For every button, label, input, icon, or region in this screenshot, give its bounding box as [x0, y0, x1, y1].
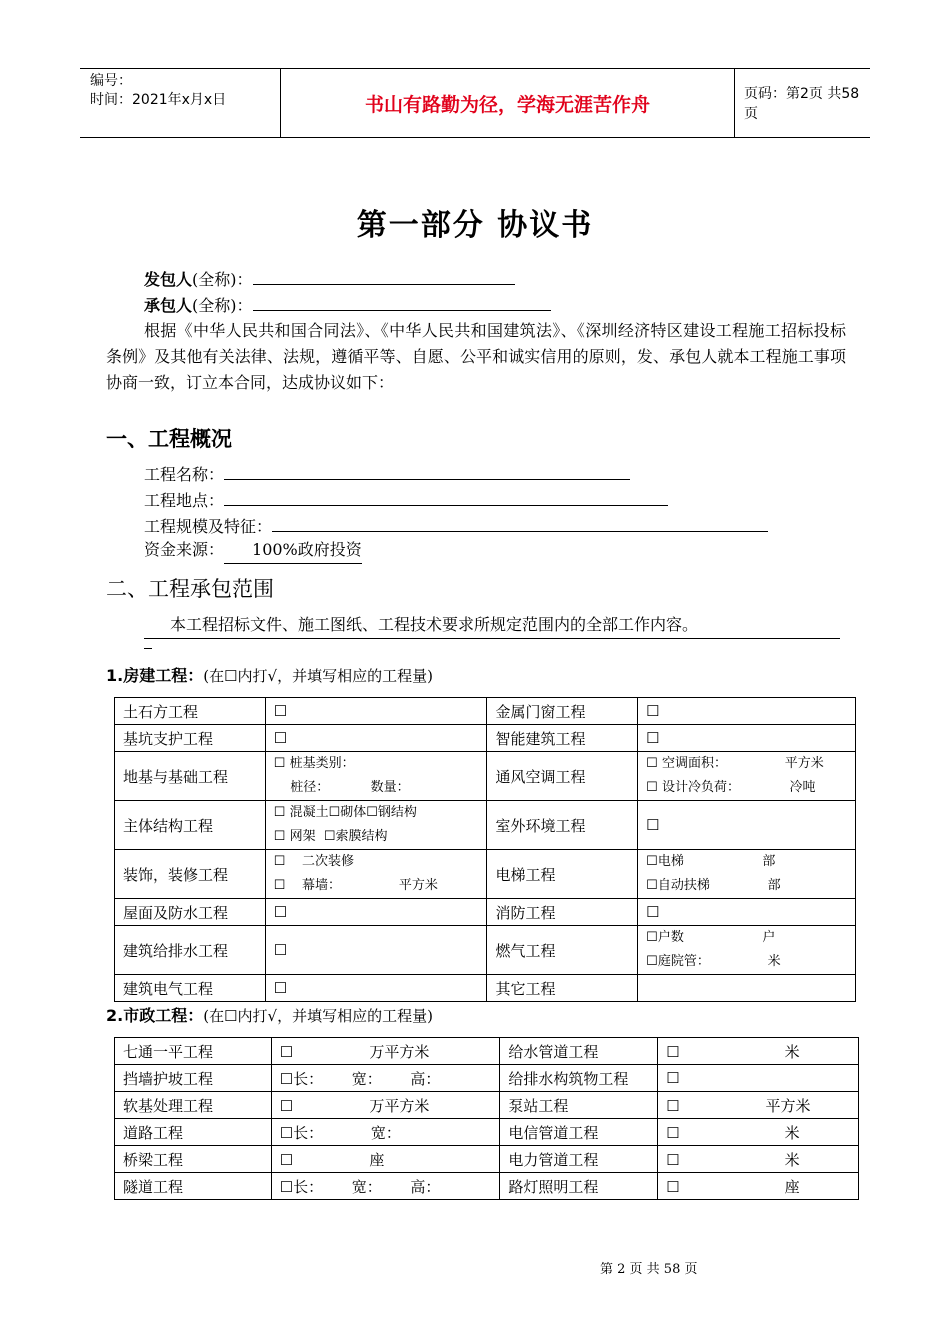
item-check-cell[interactable]: ☐ 平方米	[658, 1092, 859, 1119]
page-title: 第一部分 协议书	[356, 208, 594, 243]
item-name: 屋面及防水工程	[123, 903, 229, 922]
table-row	[115, 1038, 859, 1065]
item-checkbox[interactable]: ☐	[273, 903, 288, 921]
project-name-line	[144, 461, 630, 488]
header-page-label: 页码：第2页 共58页	[744, 86, 860, 122]
table-row	[115, 899, 856, 926]
item-checkbox[interactable]: ☐ 桩基类别：	[273, 756, 355, 771]
item-check-cell	[265, 801, 487, 850]
item-name: 燃气工程	[495, 941, 556, 960]
municipal-heading-label: 2.市政工程：	[106, 1006, 204, 1025]
item-name-cell	[115, 975, 266, 1002]
item-checkbox[interactable]: ☐	[646, 816, 660, 834]
item-name-cell	[487, 926, 638, 975]
item-name: 其它工程	[495, 979, 556, 998]
item-name-cell	[487, 801, 638, 850]
project-scale-line	[144, 513, 768, 540]
item-name: 智能建筑工程	[495, 729, 586, 748]
section2-heading: 二、工程承包范围	[106, 577, 274, 601]
time-label: 时间：2021年x月x日	[90, 92, 227, 108]
item-checkbox[interactable]: ☐	[273, 941, 288, 959]
item-name-cell: 软基处理工程	[115, 1092, 272, 1119]
item-name-cell	[487, 975, 638, 1002]
item-name-cell	[115, 850, 266, 899]
intro-paragraph: 根据《中华人民共和国合同法》、《中华人民共和国建筑法》、《深圳经济特区建设工程施工招标投标条例》及其他有关法律、法规，遵循平等、自愿、公平和诚实信用的原则，发、承包人就本工程施工事项协商一致，订立本合同，达成协议如下：	[106, 321, 846, 392]
table-row	[115, 1146, 859, 1173]
item-checkbox[interactable]: ☐	[273, 979, 288, 997]
page-footer: 第 2 页 共 58 页	[600, 1262, 698, 1277]
municipal-heading	[106, 1003, 433, 1026]
contractor-line	[144, 292, 551, 319]
table-row	[115, 850, 856, 899]
item-checkbox[interactable]: ☐ 混凝土☐砌体☐钢结构	[273, 805, 417, 820]
item-name-cell	[115, 926, 266, 975]
item-name: 建筑给排水工程	[123, 941, 229, 960]
item-name: 土石方工程	[123, 702, 199, 721]
item-name-cell	[115, 899, 266, 926]
table-row	[115, 752, 856, 801]
item-check-cell	[638, 725, 856, 752]
table-row	[115, 1119, 859, 1146]
table-row	[115, 801, 856, 850]
item-check-cell	[265, 850, 487, 899]
item-name-cell	[487, 899, 638, 926]
header-motto: 书山有路勤为径，学海无涯苦作舟	[280, 69, 735, 137]
municipal-works-table	[114, 1037, 859, 1200]
page-header	[80, 68, 870, 138]
project-scale-blank[interactable]	[272, 513, 768, 532]
item-check-cell[interactable]: ☐ 座	[271, 1146, 500, 1173]
table-row	[115, 698, 856, 725]
header-meta	[80, 69, 280, 137]
contractor-blank[interactable]	[253, 292, 551, 311]
item-checkbox[interactable]: ☐	[273, 729, 288, 747]
building-heading	[106, 663, 433, 686]
item-check-cell	[638, 850, 856, 899]
item-detail: ☐庭院管： 米	[646, 954, 781, 969]
item-name: 基坑支护工程	[123, 729, 214, 748]
municipal-heading-note: (在☐内打√，并填写相应的工程量)	[203, 1007, 433, 1025]
item-name-cell: 电力管道工程	[500, 1146, 658, 1173]
item-name-cell: 电信管道工程	[500, 1119, 658, 1146]
item-detail: 桩径： 数量：	[273, 780, 410, 795]
table-row	[115, 1092, 859, 1119]
item-name-cell: 给排水构筑物工程	[500, 1065, 658, 1092]
project-name-label: 工程名称：	[144, 465, 225, 484]
item-checkbox[interactable]: ☐ 二次装修	[273, 854, 354, 869]
item-name: 主体结构工程	[123, 816, 214, 835]
item-name: 建筑电气工程	[123, 979, 214, 998]
table-row	[115, 1173, 859, 1200]
project-location-label: 工程地点：	[144, 491, 225, 510]
item-check-cell	[265, 725, 487, 752]
item-name-cell	[115, 698, 266, 725]
item-name-cell: 桥梁工程	[115, 1146, 272, 1173]
building-works-table	[114, 697, 856, 1002]
fund-source-line	[144, 537, 362, 564]
item-check-cell[interactable]: ☐ 万平方米	[271, 1092, 500, 1119]
item-name-cell: 泵站工程	[500, 1092, 658, 1119]
item-name: 通风空调工程	[495, 767, 586, 786]
section1-heading: 一、工程概况	[106, 426, 232, 451]
item-check-cell	[638, 801, 856, 850]
item-check-cell[interactable]: ☐ 米	[658, 1119, 859, 1146]
item-checkbox[interactable]: ☐户数 户	[646, 930, 776, 945]
item-name: 地基与基础工程	[123, 767, 229, 786]
item-check-cell[interactable]: ☐	[658, 1065, 859, 1092]
item-name-cell: 道路工程	[115, 1119, 272, 1146]
item-name-cell: 七通一平工程	[115, 1038, 272, 1065]
item-name-cell	[487, 725, 638, 752]
item-check-cell[interactable]: ☐长： 宽：	[271, 1119, 500, 1146]
item-check-cell	[638, 698, 856, 725]
building-heading-label: 1.房建工程：	[106, 666, 204, 685]
item-name-cell: 给水管道工程	[500, 1038, 658, 1065]
item-name: 室外环境工程	[495, 816, 586, 835]
employer-label-rest: (全称)：	[192, 270, 253, 289]
item-checkbox[interactable]: ☐	[646, 729, 660, 747]
item-check-cell[interactable]: ☐长： 宽： 高：	[271, 1173, 500, 1200]
item-name-cell	[115, 725, 266, 752]
project-name-blank[interactable]	[224, 461, 630, 480]
item-detail: ☐ 设计冷负荷： 冷吨	[646, 780, 816, 795]
item-check-cell[interactable]: ☐ 米	[658, 1146, 859, 1173]
table-row	[115, 1065, 859, 1092]
scope-line	[144, 612, 840, 639]
table-row	[115, 725, 856, 752]
item-name-cell	[115, 801, 266, 850]
item-check-cell[interactable]: ☐长： 宽： 高：	[271, 1065, 500, 1092]
item-check-cell	[265, 975, 487, 1002]
item-check-cell	[265, 899, 487, 926]
scope-line-tail	[144, 648, 152, 649]
item-checkbox[interactable]: ☐电梯 部	[646, 854, 776, 869]
item-check-cell	[265, 698, 487, 725]
item-name-cell	[487, 850, 638, 899]
employer-blank[interactable]	[253, 266, 515, 285]
item-check-cell	[265, 752, 487, 801]
fund-source-label: 资金来源：	[144, 540, 225, 559]
contractor-label-rest: (全称)：	[192, 296, 253, 315]
employer-line	[144, 266, 515, 293]
contractor-label: 承包人	[144, 296, 193, 315]
project-location-line	[144, 487, 668, 514]
item-detail: ☐自动扶梯 部	[646, 878, 781, 893]
item-checkbox[interactable]: ☐	[273, 702, 288, 720]
employer-label: 发包人	[144, 270, 193, 289]
item-checkbox[interactable]: ☐	[646, 702, 660, 720]
item-name: 消防工程	[495, 903, 556, 922]
building-heading-note: (在☐内打√，并填写相应的工程量)	[203, 667, 433, 685]
item-name: 金属门窗工程	[495, 702, 586, 721]
item-name-cell: 隧道工程	[115, 1173, 272, 1200]
item-check-cell	[638, 752, 856, 801]
item-name-cell	[487, 698, 638, 725]
item-check-cell	[265, 926, 487, 975]
project-scale-label: 工程规模及特征：	[144, 517, 273, 536]
number-label: 编号：	[90, 73, 132, 89]
item-name: 装饰，装修工程	[123, 865, 229, 884]
item-name-cell	[115, 752, 266, 801]
table-row	[115, 975, 856, 1002]
item-detail: ☐ 幕墙： 平方米	[273, 878, 438, 893]
project-location-blank[interactable]	[224, 487, 668, 506]
item-check-cell	[638, 975, 856, 1002]
item-detail: ☐ 网架 ☐索膜结构	[273, 829, 388, 844]
item-check-cell[interactable]: ☐ 米	[658, 1038, 859, 1065]
item-name-cell: 挡墙护坡工程	[115, 1065, 272, 1092]
item-check-cell[interactable]: ☐ 座	[658, 1173, 859, 1200]
item-name-cell: 路灯照明工程	[500, 1173, 658, 1200]
scope-text: 本工程招标文件、施工图纸、工程技术要求所规定范围内的全部工作内容。	[170, 615, 699, 634]
fund-source-value: 100%政府投资	[224, 537, 362, 564]
item-name-cell	[487, 752, 638, 801]
item-checkbox[interactable]: ☐ 空调面积： 平方米	[646, 756, 824, 771]
item-checkbox[interactable]: ☐	[646, 903, 660, 921]
item-check-cell[interactable]: ☐ 万平方米	[271, 1038, 500, 1065]
item-check-cell	[638, 926, 856, 975]
item-check-cell	[638, 899, 856, 926]
item-name: 电梯工程	[495, 865, 556, 884]
table-row	[115, 926, 856, 975]
